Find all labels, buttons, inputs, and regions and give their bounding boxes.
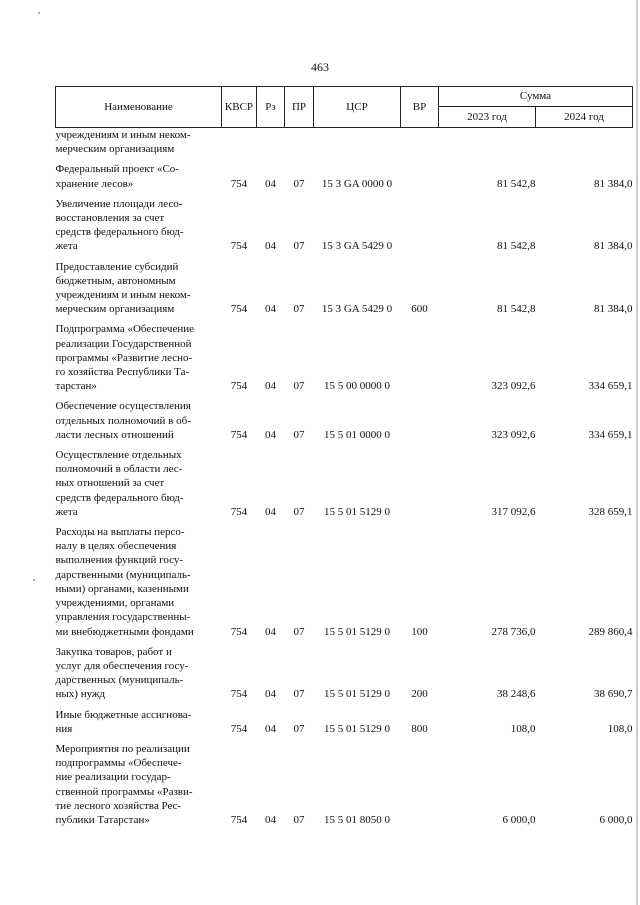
row-kvsr: 754 xyxy=(230,813,248,826)
row-sum-2024: 81 384,0 xyxy=(594,177,633,190)
row-sum-2024: 289 860,4 xyxy=(588,625,633,638)
row-vr xyxy=(401,128,439,157)
row-vr xyxy=(401,442,439,519)
header-sum: Сумма xyxy=(439,87,633,107)
row-sum-2023: 38 248,6 xyxy=(497,688,536,701)
row-vr xyxy=(401,316,439,393)
header-kvsr: КВСР xyxy=(222,87,257,128)
row-sum-2024: 334 659,1 xyxy=(588,428,633,441)
row-sum-2023: 108,0 xyxy=(510,722,536,735)
row-rz xyxy=(257,128,285,157)
row-kvsr: 754 xyxy=(230,505,248,518)
table-row xyxy=(56,254,633,317)
table-row xyxy=(56,156,633,190)
header-csr: ЦСР xyxy=(314,87,401,128)
row-rz: 04 xyxy=(265,813,276,826)
header-2023: 2023 год xyxy=(439,107,536,128)
row-sum-2024: 81 384,0 xyxy=(594,240,633,253)
row-vr xyxy=(401,393,439,442)
row-kvsr: 754 xyxy=(230,428,248,441)
row-vr xyxy=(401,156,439,190)
row-sum-2023: 81 542,8 xyxy=(497,303,536,316)
table-row xyxy=(56,316,633,393)
row-name: Увеличение площади лесо- восстановления за счет средств федерального бюд- жета xyxy=(55,197,184,253)
row-name: учреждениям и иным неком- мерческим организациям xyxy=(55,129,191,156)
row-rz: 04 xyxy=(265,240,276,253)
row-csr: 15 5 01 5129 0 xyxy=(324,688,390,701)
row-vr: 200 xyxy=(411,688,428,701)
row-sum-2023: 323 092,6 xyxy=(491,428,536,441)
row-kvsr: 754 xyxy=(230,625,248,638)
header-name: Наименование xyxy=(56,87,222,128)
row-pr xyxy=(285,128,314,157)
row-rz: 04 xyxy=(265,380,276,393)
row-pr: 07 xyxy=(293,505,305,518)
row-csr xyxy=(314,128,401,157)
row-kvsr xyxy=(222,128,257,157)
scan-edge xyxy=(636,0,638,905)
row-sum-2023 xyxy=(439,128,536,157)
row-sum-2024: 108,0 xyxy=(607,722,633,735)
table-row xyxy=(56,191,633,254)
row-name: Подпрограмма «Обеспечение реализации Государственной программы «Развитие лесно- го хозяйства Республики Та- тарстан» xyxy=(55,323,194,393)
row-csr: 15 5 01 5129 0 xyxy=(324,625,390,638)
header-rz: Рз xyxy=(257,87,285,128)
row-pr: 07 xyxy=(293,625,305,638)
row-name: Расходы на выплаты персо- налу в целях обеспечения выполнения функций госу- дарственными (муниципаль- ными) органами, казенными учреждениями, органами управления государственны- ми внебюджетными фондами xyxy=(55,526,194,638)
row-sum-2023: 317 092,6 xyxy=(491,505,536,518)
budget-table xyxy=(55,86,633,827)
header-2024: 2024 год xyxy=(536,107,633,128)
table-row xyxy=(56,702,633,736)
row-vr: 100 xyxy=(411,625,428,638)
row-csr: 15 5 01 5129 0 xyxy=(324,722,390,735)
row-name: Осуществление отдельных полномочий в области лес- ных отношений за счет средств федерального бюд- жета xyxy=(55,449,184,518)
row-sum-2023: 81 542,8 xyxy=(497,240,536,253)
row-kvsr: 754 xyxy=(230,177,248,190)
row-name: Иные бюджетные ассигнова- ния xyxy=(55,708,192,735)
table-row xyxy=(56,128,633,157)
row-pr: 07 xyxy=(293,428,305,441)
row-vr xyxy=(401,736,439,827)
table-row xyxy=(56,442,633,519)
row-csr: 15 5 00 0000 0 xyxy=(324,380,390,393)
scan-speck xyxy=(33,579,35,581)
row-kvsr: 754 xyxy=(230,722,248,735)
table-row xyxy=(56,736,633,827)
row-rz: 04 xyxy=(265,428,276,441)
row-vr: 600 xyxy=(411,303,428,316)
row-vr xyxy=(401,191,439,254)
row-csr: 15 5 01 8050 0 xyxy=(324,813,390,826)
row-csr: 15 3 GA 5429 0 xyxy=(321,240,393,253)
table-row xyxy=(56,393,633,442)
row-pr: 07 xyxy=(293,688,305,701)
row-pr: 07 xyxy=(293,177,305,190)
row-name: Обеспечение осуществления отдельных полномочий в об- ласти лесных отношений xyxy=(55,400,191,441)
row-kvsr: 754 xyxy=(230,380,248,393)
row-rz: 04 xyxy=(265,505,276,518)
row-sum-2023: 6 000,0 xyxy=(502,813,536,826)
table-row xyxy=(56,519,633,639)
row-sum-2024: 6 000,0 xyxy=(599,813,633,826)
row-rz: 04 xyxy=(265,303,276,316)
row-rz: 04 xyxy=(265,625,276,638)
row-name: Мероприятия по реализации подпрограммы «Обеспече- ние реализации государ- ственной программы «Разви- тие лесного хозяйства Рес- публики Татарстан» xyxy=(55,742,193,826)
row-csr: 15 5 01 0000 0 xyxy=(324,428,390,441)
row-sum-2024: 38 690,7 xyxy=(594,688,633,701)
row-rz: 04 xyxy=(265,177,276,190)
row-csr: 15 5 01 5129 0 xyxy=(324,505,390,518)
row-sum-2024: 328 659,1 xyxy=(588,505,633,518)
row-pr: 07 xyxy=(293,303,305,316)
row-csr: 15 3 GA 5429 0 xyxy=(321,303,393,316)
table-body xyxy=(56,128,633,828)
row-sum-2024 xyxy=(536,128,633,157)
row-sum-2023: 81 542,8 xyxy=(497,177,536,190)
row-kvsr: 754 xyxy=(230,303,248,316)
table-row xyxy=(56,639,633,702)
row-rz: 04 xyxy=(265,722,276,735)
row-sum-2023: 323 092,6 xyxy=(491,380,536,393)
header-pr: ПР xyxy=(285,87,314,128)
row-pr: 07 xyxy=(293,380,305,393)
row-name: Закупка товаров, работ и услуг для обеспечения госу- дарственных (муниципаль- ных) нужд xyxy=(55,645,189,701)
row-rz: 04 xyxy=(265,688,276,701)
row-pr: 07 xyxy=(293,722,305,735)
row-name: Предоставление субсидий бюджетным, автономным учреждениям и иным неком- мерческим организациям xyxy=(55,260,191,316)
row-sum-2023: 278 736,0 xyxy=(491,625,536,638)
table-header xyxy=(56,87,633,128)
row-pr: 07 xyxy=(293,813,305,826)
row-name: Федеральный проект «Со- хранение лесов» xyxy=(55,163,179,190)
row-sum-2024: 334 659,1 xyxy=(588,380,633,393)
scan-speck xyxy=(38,12,40,14)
row-pr: 07 xyxy=(293,240,305,253)
row-sum-2024: 81 384,0 xyxy=(594,303,633,316)
row-csr: 15 3 GA 0000 0 xyxy=(321,177,393,190)
row-vr: 800 xyxy=(411,722,428,735)
row-kvsr: 754 xyxy=(230,240,248,253)
header-vr: ВР xyxy=(401,87,439,128)
page-number: 463 xyxy=(311,60,329,74)
row-kvsr: 754 xyxy=(230,688,248,701)
